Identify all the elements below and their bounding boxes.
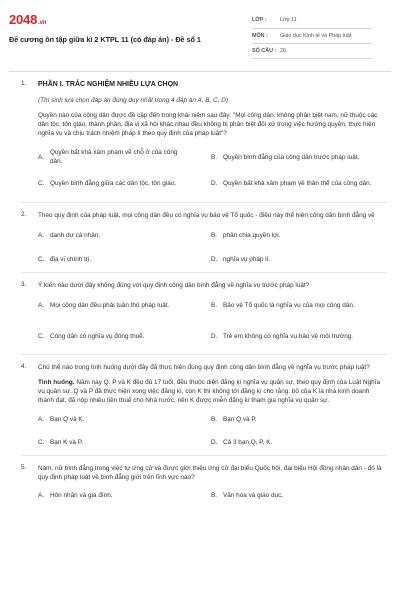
option-letter: C. [38,179,45,187]
site-logo[interactable] [9,12,46,27]
document-header [0,0,400,66]
section-instruction: (Thí sinh lựa chọn đáp án đúng duy nhất trong 4 đáp án A, B, C, D) [38,97,228,104]
answer-options [38,228,387,266]
answer-option-d[interactable] [211,323,381,349]
meta-row-count [252,43,372,58]
option-letter: C. [38,255,45,263]
option-letter: B. [211,491,218,499]
option-letter: C. [38,332,45,340]
logo-text: 2048 [9,12,38,27]
meta-value: 26 [280,43,372,58]
answer-option-c[interactable] [38,252,211,266]
document-meta-table [252,13,372,59]
answer-option-c[interactable] [38,435,211,449]
option-letter: A. [38,491,45,499]
option-text: địa vị chính trị. [50,255,92,263]
situation-label: Tình huống. [38,379,75,386]
option-letter: A. [38,153,45,161]
option-text: Quyền bất khả xâm phạm về chỗ ở của công dân. [50,149,178,165]
option-letter: D. [211,332,218,340]
option-text: Bạn K và P. [50,438,83,446]
meta-label: SỐ CÂU : [252,43,280,58]
answer-option-a[interactable] [38,412,211,426]
document-title: Đề cương ôn tập giữa kì 2 KTPL 11 (có đáp án) - Đề số 1 [9,35,201,44]
situation-body: Năm nay Q, P và K đều đủ 17 tuổi, đều thuộc diện đăng kí nghĩa vụ quân sự, theo quy định của Luật Nghĩa vụ quân sự. Q và P đã thực hiện xong việc đăng kí, còn K thì không tới đăng kí cho rằng: bố của K là nhà kinh doanh thành đạt, đã nộp nhiều tiền thuế cho Nhà nước, nên K được miễn đăng kí tham gia nghĩa vụ quân sự. [38,379,381,404]
option-text: Quyền bình đẳng giữa các dân tộc, tôn giáo. [50,179,177,187]
question-number: 5. [21,464,27,471]
meta-row-class [252,13,372,28]
option-text: Mọi công dân đều phải tuân thủ pháp luật. [50,301,170,309]
question-block-3 [21,273,387,354]
question-block-1 [21,80,387,202]
option-letter: D. [211,255,218,263]
section-number: 1. [21,80,27,87]
meta-row-subject [252,28,372,43]
answer-options [38,488,387,502]
answer-option-b[interactable] [211,412,381,426]
option-text: Công dân có nghĩa vụ đóng thuế. [50,332,145,340]
answer-option-d[interactable] [211,170,381,196]
option-text: Bạn Q và K. [50,415,85,423]
meta-value: Lớp 11 [280,13,372,28]
question-block-4 [21,355,387,455]
option-text: Trẻ em không có nghĩa vụ bảo vệ môi trường. [223,332,354,340]
answer-option-a[interactable] [38,488,211,502]
answer-option-a[interactable] [38,228,211,242]
option-letter: A. [38,231,45,239]
question-list [21,80,387,502]
answer-options [38,144,387,196]
answer-options [38,412,387,449]
answer-option-d[interactable] [211,435,381,449]
question-stem: Chủ thể nào trong tình huống dưới đây đã thực hiện đúng quy định công dân bình đẳng về nghĩa vụ trước pháp luật? [38,364,370,371]
question-block-2 [21,203,387,272]
question-block-5 [21,456,387,502]
question-stem: Ý kiến nào dưới đây không đúng với quy định công dân bình đẳng về nghĩa vụ trước pháp luật? [38,282,310,289]
answer-option-c[interactable] [38,170,211,196]
option-letter: A. [38,415,45,423]
option-text: phân chia quyền lợi. [223,231,281,239]
answer-option-d[interactable] [211,252,381,266]
question-stem: Theo quy định của pháp luật, mọi công dân đều có nghĩa vụ bảo vệ Tổ quốc - điều này thể hiện công dân bình đẳng về [38,212,375,219]
situation-text [38,378,387,405]
answer-option-b[interactable] [211,144,381,170]
answer-option-b[interactable] [211,293,381,317]
question-stem: Nam, nữ bình đẳng trong việc tự ứng cử và được giới thiệu ứng cử đại biểu Quốc hội, đại biểu Hội đồng nhân dân - đó là quy định pháp luật về bình đẳng giới trên lĩnh vực nào? [38,465,382,481]
answer-option-b[interactable] [211,488,381,502]
option-text: danh dự cá nhân. [50,231,101,239]
section-title: PHẦN I. TRẮC NGHIỆM NHIỀU LỰA CHỌN [38,81,179,88]
answer-option-a[interactable] [38,293,211,317]
option-letter: B. [211,153,218,161]
logo-suffix: .vn [38,20,47,26]
answer-option-b[interactable] [211,228,381,242]
option-text: Cả 3 bạn Q, P, K. [223,438,273,446]
answer-option-a[interactable] [38,144,211,170]
option-text: Quyền bất khả xâm phạm về thân thể của công dân. [223,179,372,187]
option-text: nghĩa vụ pháp lí. [223,255,271,263]
option-letter: B. [211,301,218,309]
meta-value: Giáo dục Kinh tế và Pháp luật [280,28,372,43]
question-stem: Quyền nào của công dân được đề cập đến trong khái niệm sau đây: "Mọi công dân, không phân biệt nam, nữ thuộc các dân tộc, tôn giáo, thành phần, địa vị xã hội khác nhau đều không bị phân biệt đối xử trong việc hưởng quyền, thực hiện nghĩa vụ và chịu trách nhiệm pháp lí theo quy định của pháp luật"? [38,112,378,137]
option-letter: C. [38,438,45,446]
option-text: Văn hóa và giáo dục. [223,491,284,499]
question-number: 4. [21,363,27,370]
option-letter: D. [211,438,218,446]
option-letter: D. [211,179,218,187]
option-letter: B. [211,415,218,423]
meta-label: MÔN : [252,28,280,43]
answer-options [38,293,387,349]
question-number: 3. [21,281,27,288]
option-letter: A. [38,301,45,309]
option-text: Bảo vệ Tổ quốc là nghĩa vụ của mọi công dân. [223,301,355,309]
header-divider [9,71,391,72]
answer-option-c[interactable] [38,323,211,349]
meta-label: LỚP : [252,13,280,28]
option-text: Bạn Q và P. [223,415,257,423]
question-number: 2. [21,211,27,218]
option-letter: B. [211,231,218,239]
option-text: Hôn nhân và gia đình. [50,491,113,499]
option-text: Quyền bình đẳng của công dân trước pháp luật. [223,153,360,161]
